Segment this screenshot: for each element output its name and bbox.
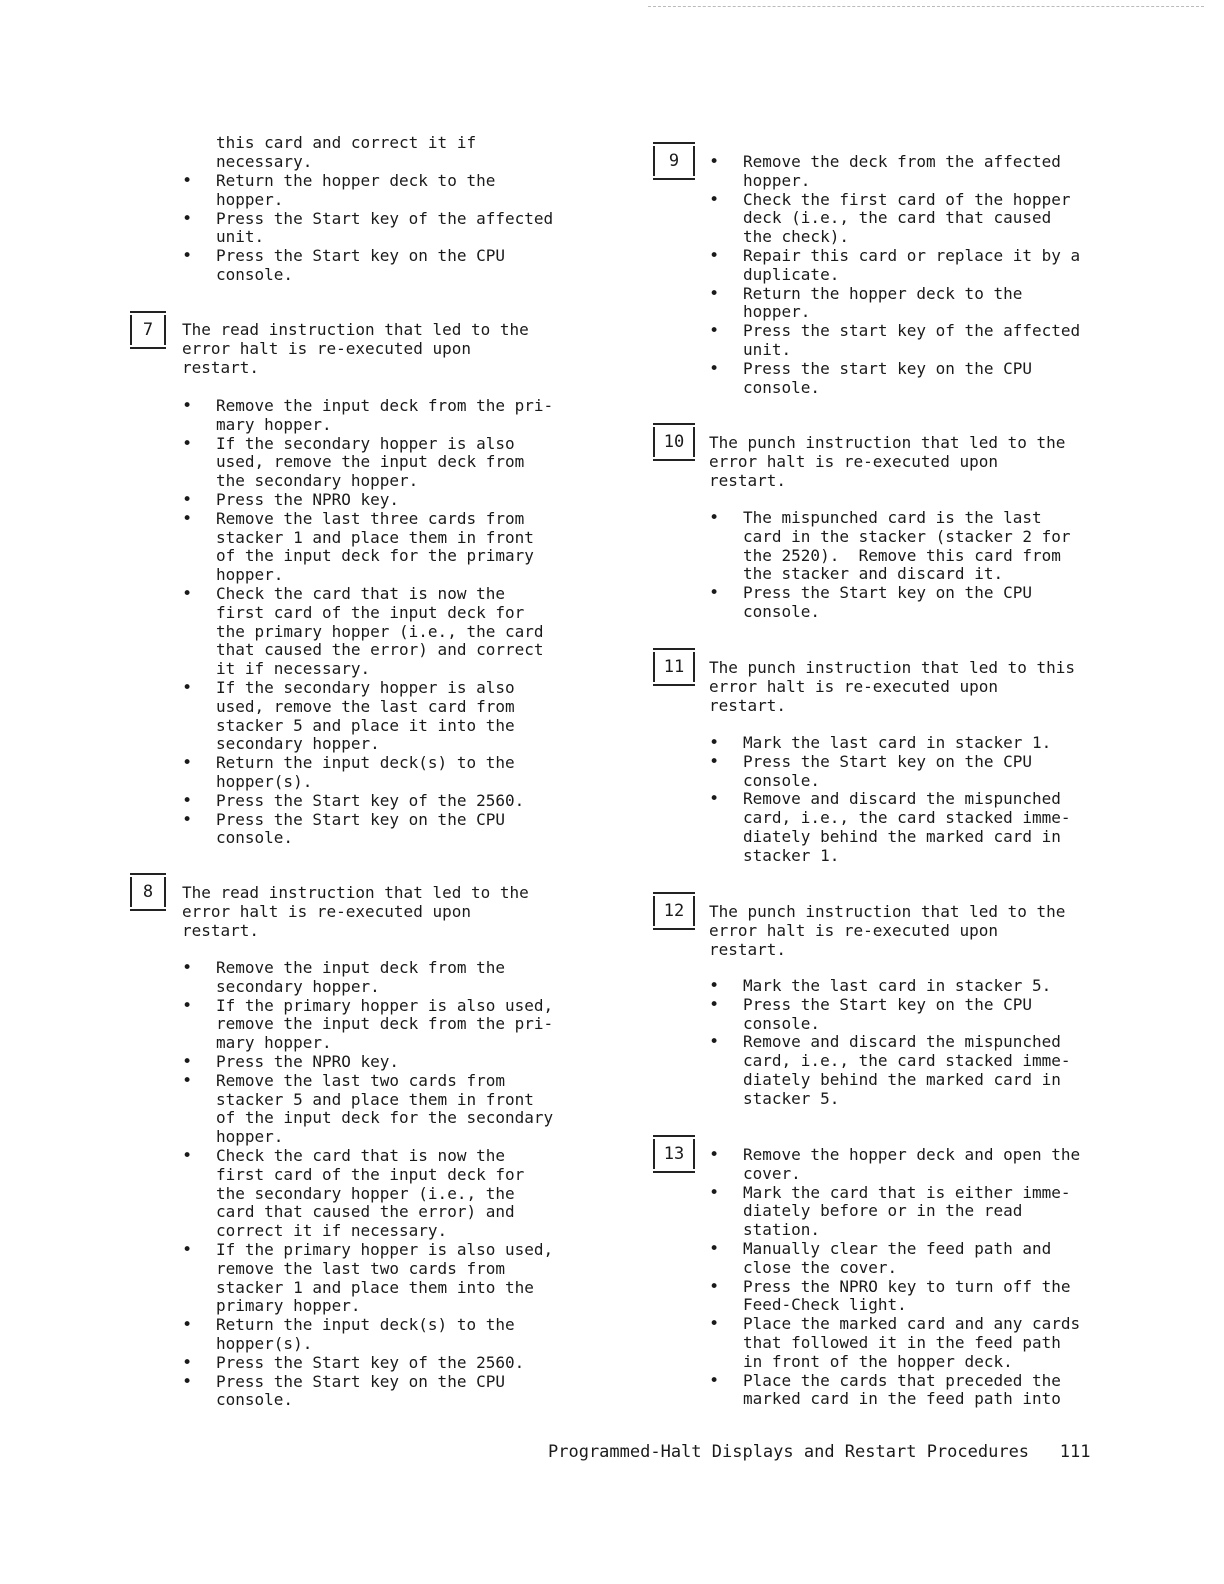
step-11-text-line: The punch instruction that led to this — [709, 658, 1076, 677]
step-9-bullet-line: console. — [743, 377, 821, 397]
step-7-bullet-line: the secondary hopper. — [216, 471, 419, 491]
step-9-bullet-line: duplicate. — [743, 264, 840, 284]
step-8-text-line: error halt is re-executed upon — [182, 901, 471, 921]
step-8-bullet-line: • If the primary hopper is also used, — [216, 1240, 553, 1259]
step-13-bullet-line: Feed-Check light. — [743, 1295, 907, 1315]
step-8-bullet-line: • If the primary hopper is also used, — [216, 996, 553, 1015]
step-10-number: 10 — [663, 432, 685, 452]
step-11-bullet-line: • Remove and discard the mispunched — [743, 789, 1061, 808]
step-11-bullet-line: diately behind the marked card in — [743, 827, 1061, 846]
step-12-box — [653, 896, 695, 926]
step-9-bullet-line: • Press the start key of the affected — [743, 321, 1080, 340]
step-8-bullet-line: first card of the input deck for — [216, 1164, 525, 1184]
step-8-bullet-line: • Press the Start key on the CPU — [216, 1372, 505, 1391]
step-13-bullet-line: • Press the NPRO key to turn off the — [743, 1277, 1071, 1296]
step-9-bullet-line: • Press the start key on the CPU — [743, 359, 1032, 378]
step-11-bullet-line: stacker 1. — [743, 845, 840, 865]
intro-bullet-line: hopper. — [216, 189, 284, 209]
step-9-bullet-line: • Remove the deck from the affected — [743, 152, 1061, 171]
step-7-text-line: restart. — [182, 357, 260, 377]
step-8-bullet-line: correct it if necessary. — [216, 1221, 448, 1241]
step-8-bullet-line: • Press the Start key of the 2560. — [216, 1353, 524, 1372]
step-7-bullet-line: • If the secondary hopper is also — [216, 434, 515, 453]
step-7-bullet-line: it if necessary. — [216, 659, 371, 679]
step-12-bullet-line: • Mark the last card in stacker 5. — [743, 976, 1051, 995]
step-7-bullet-line: • If the secondary hopper is also — [216, 678, 515, 697]
step-12-text-line: error halt is re-executed upon — [709, 920, 998, 940]
step-9-bullet-line: • Check the first card of the hopper — [743, 190, 1071, 209]
step-8-bullet-line: mary hopper. — [216, 1033, 332, 1053]
intro-bullet-line: • Return the hopper deck to the — [216, 171, 495, 190]
step-7-bullet-line: that caused the error) and correct — [216, 640, 544, 660]
step-11-bullet-line: • Press the Start key on the CPU — [743, 752, 1032, 771]
step-7-bullet-line: stacker 1 and place them in front — [216, 527, 534, 547]
step-8-bullet-line: • Remove the last two cards from — [216, 1071, 505, 1090]
step-11-text-line: restart. — [709, 695, 787, 715]
intro-bullet-line: • Press the Start key on the CPU — [216, 246, 505, 265]
step-9-bullet-line: hopper. — [743, 170, 811, 190]
step-13-bullet-line: diately before or in the read — [743, 1201, 1023, 1221]
step-7-bullet-line: hopper. — [216, 565, 284, 585]
step-8-number: 8 — [142, 882, 154, 902]
step-13-bullet-line: cover. — [743, 1163, 801, 1183]
step-13-bullet-line: • Place the marked card and any cards — [743, 1314, 1080, 1333]
step-7-bullet-line: stacker 5 and place it into the — [216, 715, 515, 735]
step-13-bullet-line: in front of the hopper deck. — [743, 1351, 1013, 1371]
step-7-bullet-line: • Press the NPRO key. — [216, 490, 399, 509]
step-8-bullet-line: remove the last two cards from — [216, 1258, 505, 1278]
step-8-bullet-line: hopper(s). — [216, 1334, 313, 1353]
step-10-bullet-line: console. — [743, 602, 821, 621]
step-7-bullet-line: • Press the Start key of the 2560. — [216, 791, 524, 810]
step-10-text-line: The punch instruction that led to the — [709, 433, 1066, 452]
step-7-bullet-line: hopper(s). — [216, 772, 313, 791]
step-8-text-line: restart. — [182, 920, 260, 940]
step-9-bullet-line: unit. — [743, 340, 792, 359]
step-8-bullet-line: hopper. — [216, 1127, 284, 1147]
step-8-bullet-line: primary hopper. — [216, 1296, 361, 1316]
intro-text-line: this card and correct it if — [216, 133, 477, 152]
top-scan-line — [648, 6, 1204, 7]
step-7-bullet-line: • Remove the input deck from the pri- — [216, 396, 553, 415]
step-8-bullet-line: card that caused the error) and — [216, 1202, 515, 1222]
intro-bullet-line: console. — [216, 265, 294, 284]
step-7-bullet-line: the primary hopper (i.e., the card — [216, 621, 544, 641]
step-12-bullet-line: card, i.e., the card stacked imme- — [743, 1051, 1071, 1071]
step-9-bullet-line: the check). — [743, 227, 849, 247]
step-10-bullet-line: • The mispunched card is the last — [743, 508, 1042, 527]
step-10-text-line: restart. — [709, 470, 787, 490]
step-12-number: 12 — [663, 901, 685, 921]
step-12-bullet-line: stacker 5. — [743, 1088, 840, 1108]
step-8-bullet-line: • Press the NPRO key. — [216, 1052, 399, 1071]
step-9-bullet-line: deck (i.e., the card that caused — [743, 208, 1052, 228]
step-13-bullet-line: • Remove the hopper deck and open the — [743, 1145, 1080, 1164]
step-8-bullet-line: • Remove the input deck from the — [216, 958, 505, 977]
step-7-bullet-line: • Press the Start key on the CPU — [216, 810, 505, 829]
step-12-text-line: The punch instruction that led to the — [709, 902, 1066, 921]
step-13-bullet-line: • Manually clear the feed path and — [743, 1239, 1051, 1258]
step-7-bullet-line: secondary hopper. — [216, 734, 380, 754]
step-7-bullet-line: • Return the input deck(s) to the — [216, 753, 515, 772]
step-7-bullet-line: used, remove the input deck from — [216, 452, 525, 472]
step-7-bullet-line: of the input deck for the primary — [216, 546, 534, 566]
step-12-bullet-line: • Remove and discard the mispunched — [743, 1032, 1061, 1051]
step-8-bullet-line: • Check the card that is now the — [216, 1146, 505, 1165]
step-7-text-line: error halt is re-executed upon — [182, 338, 471, 358]
step-12-bullet-line: • Press the Start key on the CPU — [743, 995, 1032, 1014]
step-10-bullet-line: the stacker and discard it. — [743, 564, 1004, 584]
step-11-box — [653, 652, 695, 682]
step-7-bullet-line: used, remove the last card from — [216, 696, 515, 716]
step-7-bullet-line: • Remove the last three cards from — [216, 509, 524, 528]
footer-title: Programmed-Halt Displays and Restart Procedures — [548, 1442, 1030, 1462]
step-10-box — [653, 427, 695, 457]
step-10-bullet-line: the 2520). Remove this card from — [743, 545, 1061, 565]
step-8-bullet-line: console. — [216, 1390, 294, 1410]
step-7-text-line: The read instruction that led to the — [182, 320, 529, 339]
step-12-bullet-line: console. — [743, 1013, 821, 1033]
step-8-bullet-line: of the input deck for the secondary — [216, 1108, 554, 1128]
step-9-bullet-line: • Repair this card or replace it by a — [743, 246, 1080, 265]
step-13-bullet-line: • Place the cards that preceded the — [743, 1371, 1061, 1390]
page-number: 111 — [1059, 1442, 1091, 1462]
step-9-number: 9 — [668, 151, 680, 171]
step-11-bullet-line: console. — [743, 770, 821, 790]
step-8-box — [130, 877, 166, 907]
step-11-text-line: error halt is re-executed upon — [709, 676, 998, 696]
step-13-bullet-line: • Mark the card that is either imme- — [743, 1183, 1071, 1202]
step-7-bullet-line: console. — [216, 828, 294, 848]
step-7-bullet-line: first card of the input deck for — [216, 602, 525, 622]
step-10-text-line: error halt is re-executed upon — [709, 451, 998, 471]
step-8-bullet-line: stacker 1 and place them into the — [216, 1277, 534, 1297]
page-footer — [548, 1442, 1090, 1462]
step-10-bullet-line: card in the stacker (stacker 2 for — [743, 526, 1071, 546]
intro-bullet-line: • Press the Start key of the affected — [216, 209, 553, 228]
step-12-text-line: restart. — [709, 939, 787, 959]
step-13-number: 13 — [663, 1144, 685, 1164]
step-11-number: 11 — [663, 657, 685, 677]
step-8-text-line: The read instruction that led to the — [182, 883, 529, 902]
step-7-bullet-line: • Check the card that is now the — [216, 584, 505, 603]
step-8-bullet-line: remove the input deck from the pri- — [216, 1014, 554, 1034]
step-8-bullet-line: secondary hopper. — [216, 976, 380, 996]
step-9-bullet-line: hopper. — [743, 302, 811, 322]
intro-text-line: necessary. — [216, 151, 313, 171]
step-13-bullet-line: marked card in the feed path into — [743, 1389, 1061, 1409]
step-13-box — [653, 1139, 695, 1169]
step-11-bullet-line: • Mark the last card in stacker 1. — [743, 733, 1051, 752]
step-7-number: 7 — [142, 320, 154, 340]
step-12-bullet-line: diately behind the marked card in — [743, 1070, 1061, 1089]
step-11-bullet-line: card, i.e., the card stacked imme- — [743, 808, 1071, 828]
step-13-bullet-line: close the cover. — [743, 1257, 898, 1277]
step-8-bullet-line: the secondary hopper (i.e., the — [216, 1183, 515, 1203]
step-9-bullet-line: • Return the hopper deck to the — [743, 284, 1022, 303]
step-7-box — [130, 315, 166, 345]
step-8-bullet-line: stacker 5 and place them in front — [216, 1089, 534, 1109]
step-13-bullet-line: that followed it in the feed path — [743, 1333, 1061, 1352]
step-8-bullet-line: • Return the input deck(s) to the — [216, 1315, 515, 1334]
step-9-box — [653, 146, 695, 176]
step-13-bullet-line: station. — [743, 1220, 821, 1240]
intro-bullet-line: unit. — [216, 227, 265, 247]
step-10-bullet-line: • Press the Start key on the CPU — [743, 583, 1032, 602]
step-7-bullet-line: mary hopper. — [216, 414, 332, 434]
